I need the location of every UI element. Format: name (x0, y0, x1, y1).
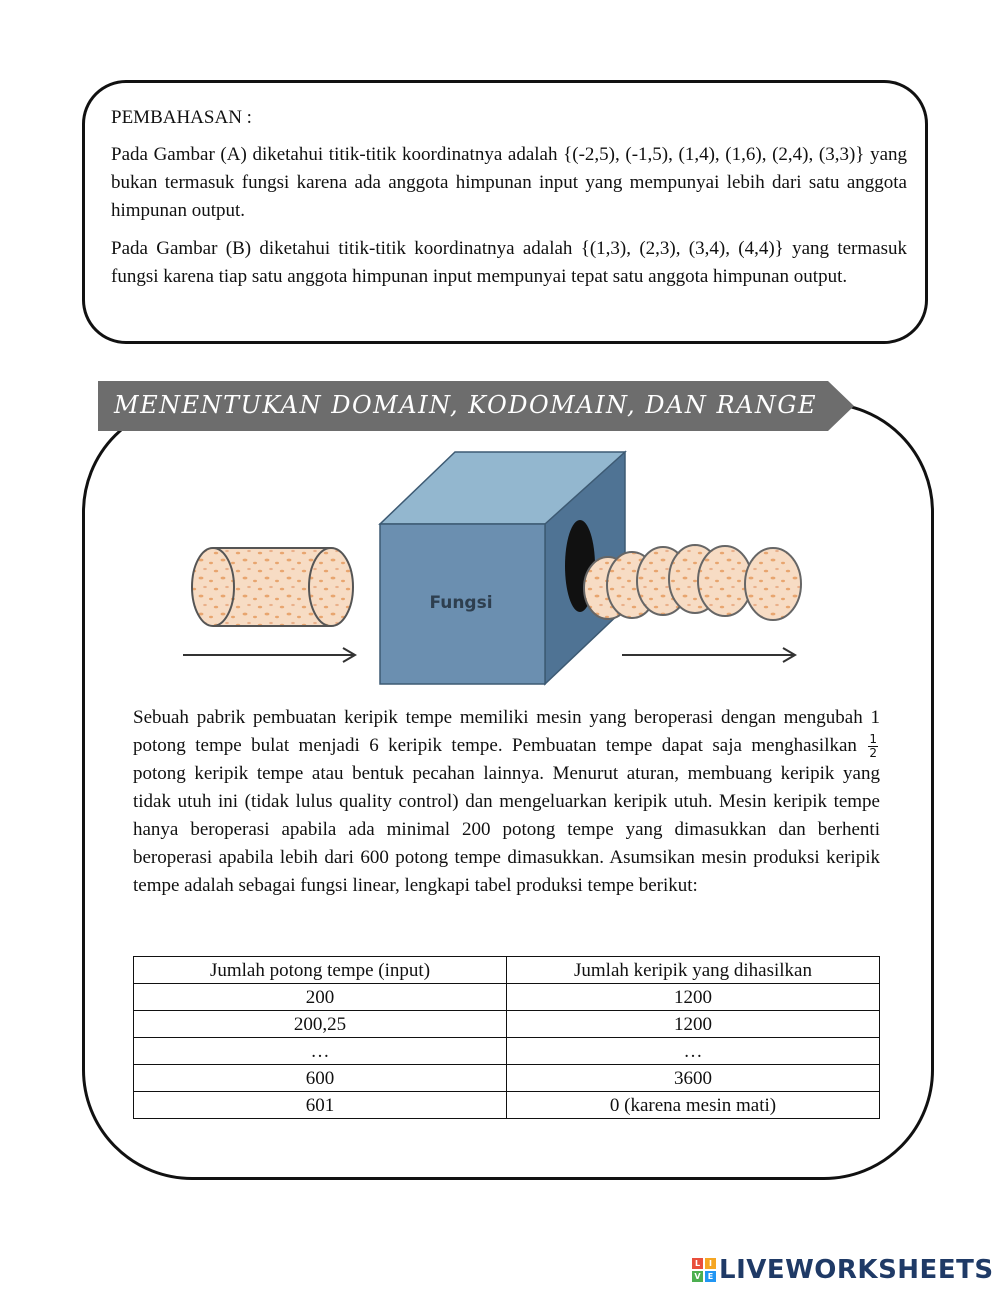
pembahasan-paragraph-a: Pada Gambar (A) diketahui titik-titik koordinatnya adalah {(-2,5), (-1,5), (1,4), (1,6), (2,4), (3,3)} yang bukan termasuk fungsi karena ada anggota himpunan input yang mempunyai lebih dari satu anggota himpunan output. (111, 144, 907, 221)
table-row (134, 984, 880, 1011)
tempe-log (192, 548, 353, 626)
logo-square-l: L (692, 1258, 703, 1269)
logo-squares-icon (692, 1258, 716, 1282)
table-cell-input: 200,25 (134, 1011, 507, 1038)
table-row (134, 1038, 880, 1065)
liveworksheets-logo (692, 1255, 994, 1285)
fraction-numerator: 1 (869, 732, 877, 747)
pembahasan-paragraph-b: Pada Gambar (B) diketahui titik-titik koordinatnya adalah {(1,3), (2,3), (3,4), (4,4)} yang termasuk fungsi karena tiap satu anggota himpunan input mempunyai tepat satu anggota himpunan output. (111, 238, 907, 287)
table-cell-output: … (507, 1038, 880, 1065)
problem-paragraph (133, 704, 880, 900)
table-cell-output: 1200 (507, 984, 880, 1011)
problem-text-part-2: potong keripik tempe atau bentuk pecahan lainnya. Menurut aturan, membuang keripik yang tidak utuh ini (tidak lulus quality control) dan mengeluarkan keripik utuh. Mesin keripik tempe hanya beroperasi apabila ada minimal 200 potong tempe yang dimasukkan dan berhenti beroperasi apabila lebih dari 600 potong tempe dimasukkan. Asumsikan mesin produksi keripik tempe adalah sebagai fungsi linear, lengkapi tabel produksi tempe berikut: (133, 763, 880, 897)
table-row (134, 1011, 880, 1038)
table-header-row (134, 957, 880, 984)
section-banner (98, 381, 854, 431)
problem-text-part-1: Sebuah pabrik pembuatan keripik tempe memiliki mesin yang beroperasi dengan mengubah 1 potong tempe bulat menjadi 6 keripik tempe. Pembuatan tempe dapat saja menghasilkan (133, 707, 880, 756)
input-arrow-icon (183, 648, 355, 662)
logo-square-i: I (705, 1258, 716, 1269)
table-row (134, 1092, 880, 1119)
pembahasan-content (111, 105, 907, 301)
table-header-output: Jumlah keripik yang dihasilkan (507, 957, 880, 984)
output-arrow-icon (622, 648, 795, 662)
problem-statement (133, 704, 880, 900)
table-cell-input: 601 (134, 1092, 507, 1119)
table-cell-input: 600 (134, 1065, 507, 1092)
logo-square-v: V (692, 1271, 703, 1282)
table-cell-output: 3600 (507, 1065, 880, 1092)
table-cell-output: 0 (karena mesin mati) (507, 1092, 880, 1119)
pembahasan-box (82, 80, 928, 344)
function-box (380, 452, 625, 684)
table-cell-input: 200 (134, 984, 507, 1011)
function-machine-illustration (175, 448, 805, 688)
fraction-half (868, 733, 878, 760)
banner-title: MENENTUKAN DOMAIN, KODOMAIN, DAN RANGE (114, 391, 818, 419)
fraction-denominator: 2 (869, 746, 877, 761)
table-header-input: Jumlah potong tempe (input) (134, 957, 507, 984)
production-table (133, 956, 880, 1119)
logo-text: LIVEWORKSHEETS (719, 1255, 994, 1285)
logo-square-e: E (705, 1271, 716, 1282)
table-cell-input: … (134, 1038, 507, 1065)
table-cell-output: 1200 (507, 1011, 880, 1038)
function-box-label: Fungsi (429, 593, 493, 613)
table-row (134, 1065, 880, 1092)
pembahasan-heading: PEMBAHASAN : (111, 107, 252, 128)
